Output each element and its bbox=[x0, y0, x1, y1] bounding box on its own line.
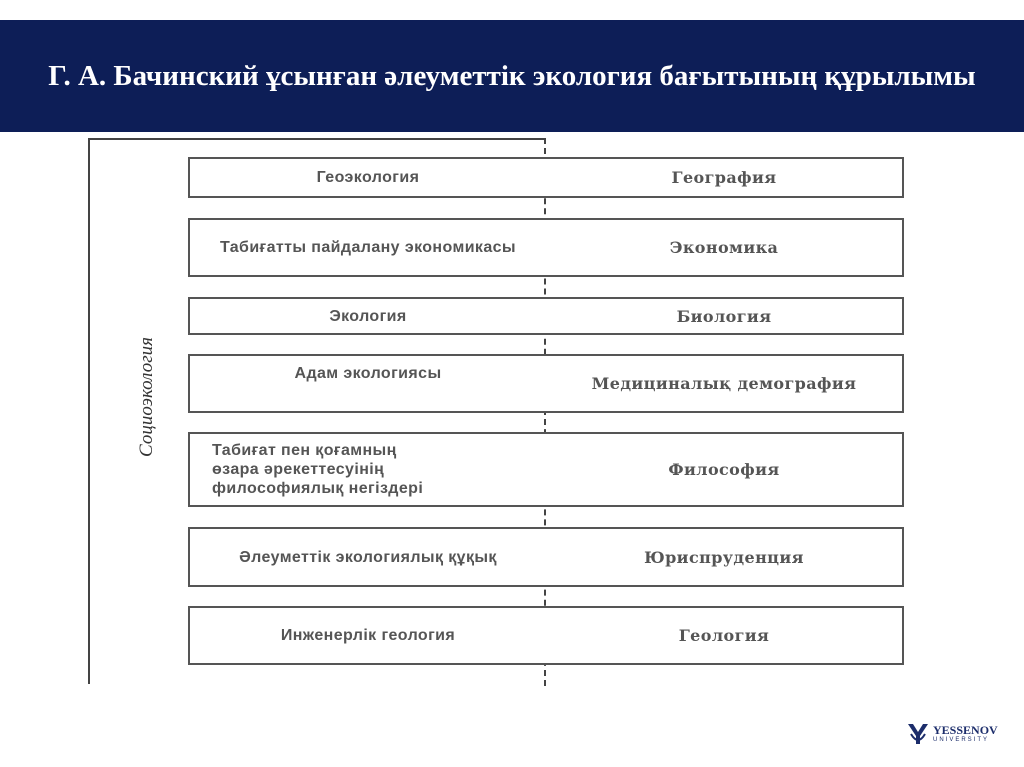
logo-name: YESSENOV bbox=[933, 722, 998, 737]
title-banner bbox=[0, 20, 1024, 132]
diagram-row bbox=[188, 354, 904, 413]
diagram-row bbox=[188, 297, 904, 335]
row-right-label: Геология bbox=[678, 626, 770, 645]
diagram-row bbox=[188, 606, 904, 665]
row-right-label: Философия bbox=[668, 460, 780, 479]
university-logo bbox=[907, 721, 998, 747]
diagram-row bbox=[188, 527, 904, 587]
row-left-label: Адам экологиясы bbox=[294, 365, 442, 382]
row-right-label: География bbox=[671, 168, 777, 187]
row-left-label: Табиғатты пайдалану экономикасы bbox=[219, 239, 517, 256]
row-right-label: Юриспруденция bbox=[644, 547, 804, 567]
row-right-label: Медициналық демография bbox=[591, 374, 857, 393]
side-label-text: Социоэкология bbox=[136, 337, 157, 457]
row-left-label: Әлеуметтік экологиялық құқық bbox=[239, 548, 497, 566]
logo-subtitle: UNIVERSITY bbox=[933, 736, 990, 743]
diagram-row bbox=[188, 218, 904, 277]
row-left-label: Инженерлік геология bbox=[280, 627, 456, 644]
university-emblem-icon bbox=[907, 722, 929, 746]
row-left-label: Табиғат пен қоғамның өзара әрекеттесуінің философиялық негіздері bbox=[212, 442, 424, 497]
row-left-label: Геоэкология bbox=[316, 169, 420, 186]
diagram-row bbox=[188, 432, 904, 507]
diagram-row bbox=[188, 157, 904, 198]
row-right-label: Экономика bbox=[669, 238, 779, 257]
page-title: Г. А. Бачинский ұсынған әлеуметтік экология бағытының құрылымы bbox=[48, 60, 976, 92]
row-left-label: Экология bbox=[329, 307, 407, 325]
row-right-label: Биология bbox=[676, 306, 772, 326]
